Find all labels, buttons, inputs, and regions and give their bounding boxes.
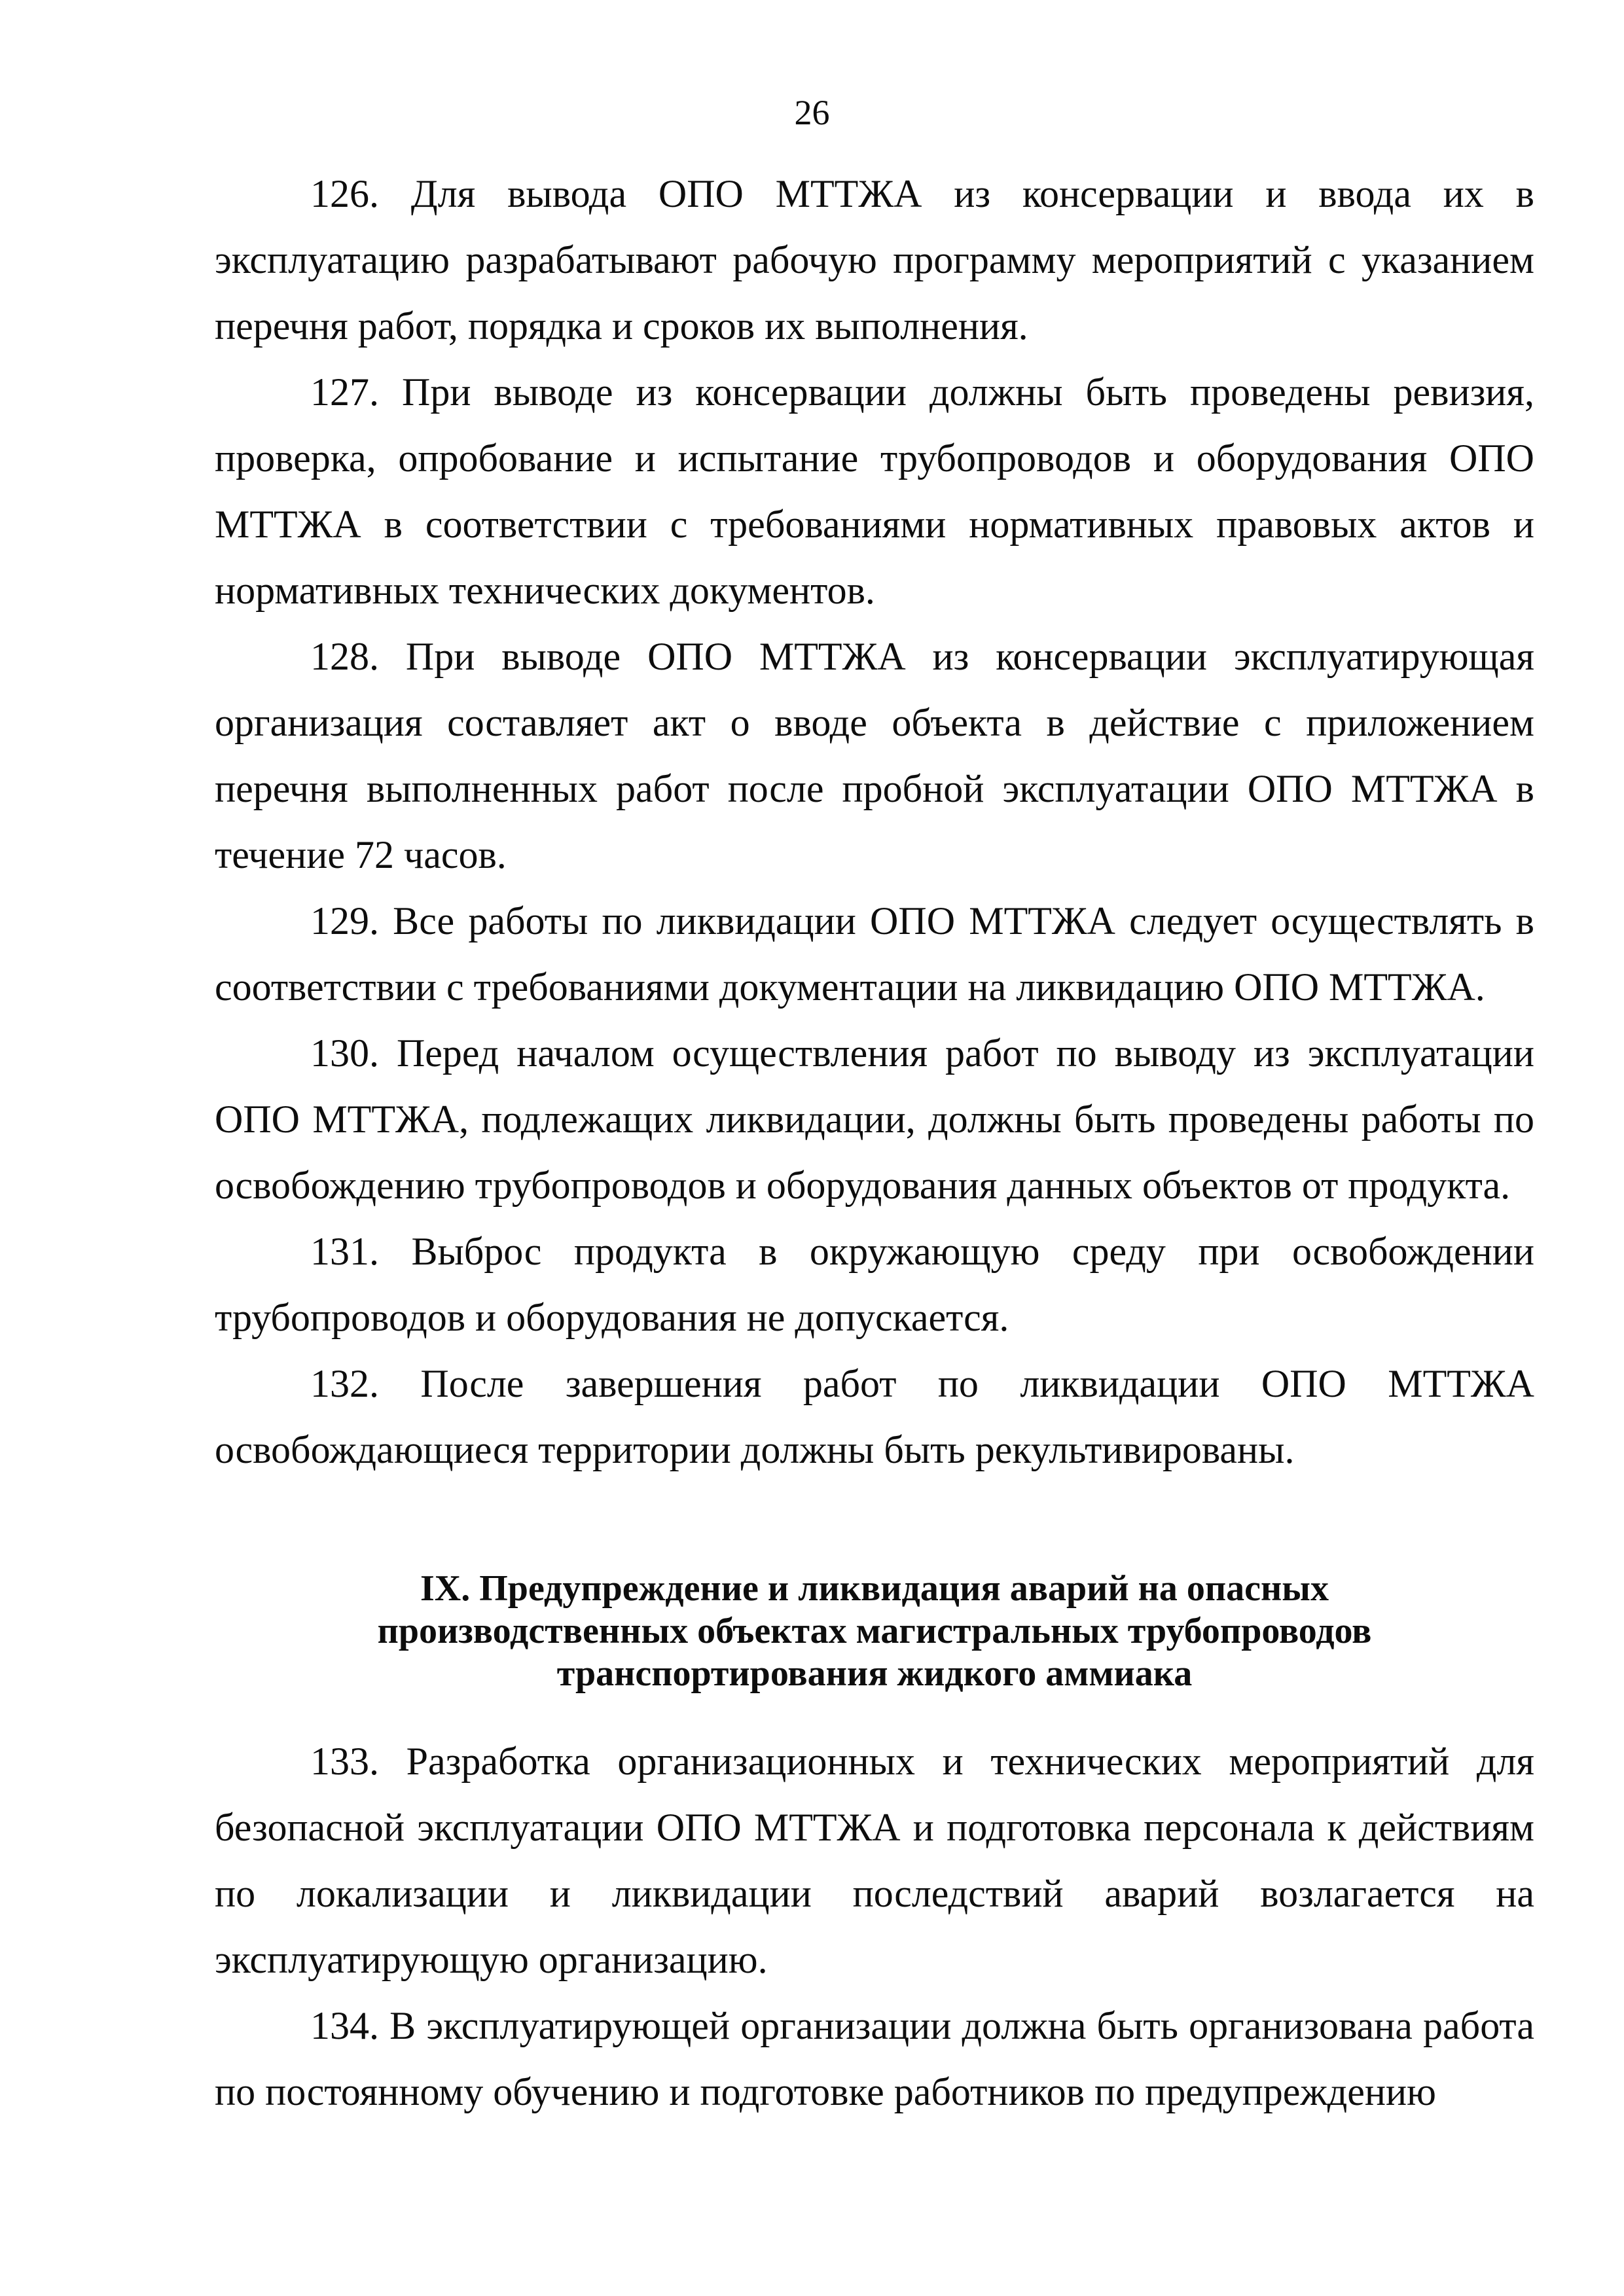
paragraph-128: 128. При выводе ОПО МТТЖА из консервации эксплуатирующая организация составляет акт о вводе объекта в действие с приложением перечня выполненных работ после пробной эксплуатации ОПО МТТЖА в течение 72 часов.	[215, 635, 1534, 876]
paragraph-132: 132. После завершения работ по ликвидации ОПО МТТЖА освобождающиеся территории должны быть рекультивированы.	[215, 1362, 1534, 1471]
paragraph-129: 129. Все работы по ликвидации ОПО МТТЖА следует осуществлять в соответствии с требованиями документации на ликвидацию ОПО МТТЖА.	[215, 899, 1534, 1009]
paragraph-130: 130. Перед началом осуществления работ по выводу из эксплуатации ОПО МТТЖА, подлежащих ликвидации, должны быть проведены работы по освобождению трубопроводов и оборудования данных объектов от продукта.	[215, 1031, 1534, 1207]
section-heading-line-3: транспортирования жидкого аммиака	[556, 1653, 1193, 1694]
section-heading	[196, 1568, 1553, 1695]
paragraph-133: 133. Разработка организационных и технических мероприятий для безопасной эксплуатации ОПО МТТЖА и подготовка персонала к действиям по локализации и ликвидации последствий аварий возлагается на эксплуатирующую организацию.	[215, 1740, 1534, 1981]
paragraph-131: 131. Выброс продукта в окружающую среду при освобождении трубопроводов и оборудования не допускается.	[215, 1230, 1534, 1339]
paragraph-126: 126. Для вывода ОПО МТТЖА из консервации и ввода их в эксплуатацию разрабатывают рабочую программу мероприятий с указанием перечня работ, порядка и сроков их выполнения.	[215, 172, 1534, 348]
section-heading-line-2: производственных объектах магистральных трубопроводов	[377, 1611, 1372, 1651]
page-number: 26	[794, 93, 830, 132]
section-heading-line-1: IX. Предупреждение и ликвидация аварий на опасных	[420, 1568, 1329, 1609]
paragraph-134: 134. В эксплуатирующей организации должна быть организована работа по постоянному обучению и подготовке работников по предупреждению	[215, 2004, 1534, 2113]
body-text-bottom	[215, 1729, 1534, 2125]
body-text-top	[215, 161, 1534, 1483]
paragraph-127: 127. При выводе из консервации должны быть проведены ревизия, проверка, опробование и испытание трубопроводов и оборудования ОПО МТТЖА в соответствии с требованиями нормативных правовых актов и нормативных технических документов.	[215, 370, 1534, 612]
